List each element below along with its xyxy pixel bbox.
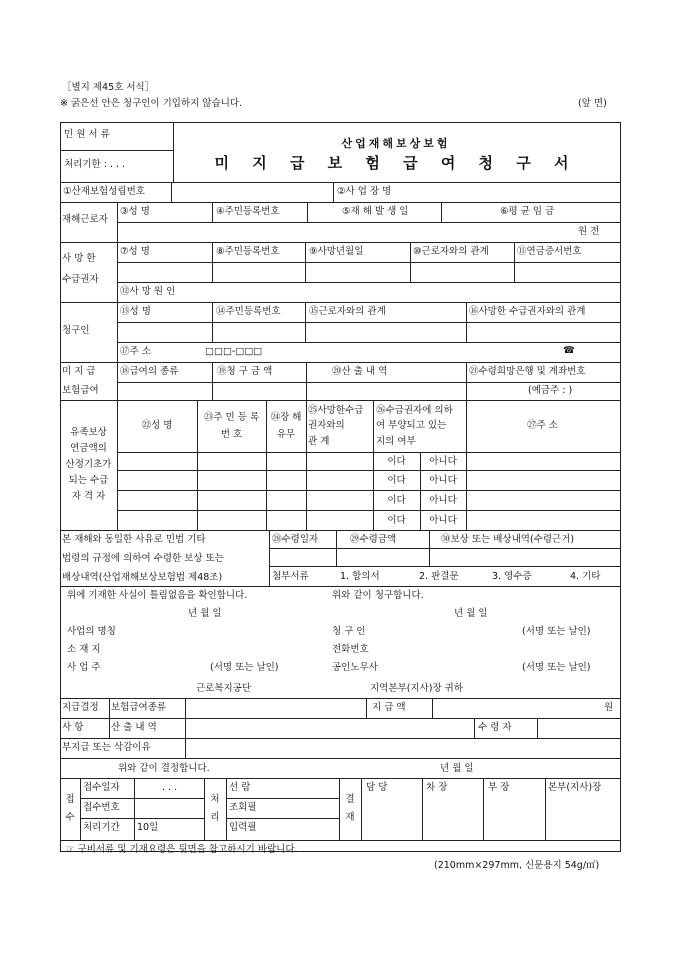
survivor-disability-header-1: ㉔장 해	[270, 412, 302, 423]
option-no[interactable]: 아니다	[429, 456, 457, 467]
approval-label-1: 결	[345, 794, 355, 805]
survivor-group-3: 산정기초가	[65, 459, 112, 470]
death-date-label: ⑨사망년월일	[309, 246, 364, 257]
deceased-rrn-label: ⑧주민등록번호	[216, 246, 280, 257]
decision-group-2: 사 항	[62, 722, 84, 733]
compensation-text-3: 배상내역(산업재해보상보험법 제48조)	[62, 572, 223, 583]
attachment-4: 4. 기타	[570, 571, 601, 582]
option-yes[interactable]: 이다	[387, 515, 406, 526]
paid-amount-unit: 원	[604, 702, 614, 713]
survivor-group-4: 되는 수급	[68, 475, 109, 486]
deceased-group-label-1: 사 망 한	[62, 253, 96, 264]
review-label: 선 람	[229, 782, 251, 793]
processing-period-value: 10일	[137, 822, 159, 833]
approver-staff: 담 당	[366, 782, 388, 793]
business-location-label: 소 재 지	[67, 644, 101, 655]
approver-head: 본부(지사)장	[548, 782, 602, 793]
death-cause-label: ⑫사 망 원 인	[120, 286, 176, 297]
decision-calc-label: 산 출 내 역	[111, 722, 157, 733]
receiver-label: 수 령 자	[478, 722, 512, 733]
survivor-rrn-header-2: 번 호	[220, 429, 243, 440]
calc-detail-label: ⑳산 출 내 역	[332, 366, 388, 377]
business-name-label: 사업의 명칭	[67, 626, 116, 637]
option-no[interactable]: 아니다	[429, 475, 457, 486]
approver-deputy: 차 장	[426, 782, 448, 793]
account-holder-label: (예금주 : )	[528, 385, 573, 396]
confirm-date: 년 월 일	[188, 608, 222, 619]
worker-name-label: ③성 명	[120, 206, 150, 217]
form-subtitle: 산업재해보상보험	[341, 137, 451, 150]
agency-name: 근로복지공단	[196, 683, 252, 694]
reg-number-label: ①산재보험성립번호	[63, 186, 145, 197]
branch-addressee: 지역본부(지사)장 귀하	[370, 683, 464, 694]
decision-benefit-type: 보험급여종류	[111, 702, 167, 713]
annex-label: ［별지 제45호 서식］	[62, 82, 155, 93]
footer-note: ☞ 구비서류 및 기재요령은 뒷면을 참고하시기 바랍니다.	[66, 844, 298, 855]
bank-account-label: ㉑수령희망은행 및 계좌번호	[469, 366, 586, 377]
pension-no-label: ⑪연금증서번호	[517, 246, 582, 257]
receipt-number-label: 접수번호	[83, 802, 120, 813]
claimant-name-label: ⑬성 명	[120, 306, 151, 317]
owner-label: 사 업 주	[67, 662, 101, 673]
compensation-text-1: 본 재해와 동일한 사유로 민법 기타	[62, 534, 206, 545]
doc-type: 민 원 서 류	[64, 129, 110, 140]
page-side: (앞 면)	[578, 98, 607, 109]
phone-label: 전화번호	[332, 644, 369, 655]
deceased-name-label: ⑦성 명	[120, 246, 150, 257]
accident-date-label: ⑤재 해 발 생 일	[342, 206, 409, 217]
postal-code-field[interactable]: □□□-□□□	[205, 346, 263, 357]
attachments-label: 첨부서류	[272, 571, 309, 582]
claimant-sign-label: 청 구 인	[332, 626, 366, 637]
paper-spec: (210mm×297mm, 신문용지 54g/㎡)	[434, 860, 600, 871]
form-title: 미 지 급 보 험 급 여 청 구 서	[214, 154, 578, 172]
owner-sign-label: (서명 또는 날인)	[210, 662, 279, 673]
confirm-text: 위에 기재한 사실이 틀림없음을 확인합니다.	[67, 590, 248, 601]
receipt-date-label: 접수일자	[83, 782, 120, 793]
claimant-rrn-label: ⑭주민등록번호	[216, 306, 281, 317]
process-label-2: 리	[210, 812, 220, 823]
processing-period-label: 처리기간	[83, 822, 120, 833]
claimant-group-label: 청구인	[62, 325, 90, 336]
attachment-2: 2. 판결문	[419, 571, 459, 582]
survivor-relation-header-3: 관 계	[308, 436, 330, 447]
claim-date: 년 월 일	[454, 608, 488, 619]
compensation-detail-label: ㉚보상 또는 배상내역(수령근거)	[441, 534, 575, 545]
attorney-sign-hint: (서명 또는 날인)	[522, 662, 591, 673]
receipt-amount-label: ㉙수령금액	[350, 534, 397, 545]
claimant-sign-hint: (서명 또는 날인)	[522, 626, 591, 637]
survivor-dependent-header-3: 지의 여부	[376, 436, 416, 447]
option-no[interactable]: 아니다	[429, 495, 457, 506]
receipt-label-1: 접	[65, 794, 75, 805]
phone-icon: ☎	[563, 345, 575, 356]
decision-text: 위와 같이 결정합니다.	[118, 763, 210, 774]
survivor-disability-header-2: 유무	[276, 429, 296, 440]
receipt-date-value: . . .	[162, 782, 178, 793]
claim-text: 위와 같이 청구합니다.	[332, 590, 424, 601]
option-yes[interactable]: 이다	[387, 456, 406, 467]
survivor-group-1: 유족보상	[70, 427, 107, 438]
benefit-group-label-2: 보험급여	[62, 385, 99, 396]
deadline: 처리기한 : . . .	[64, 159, 126, 170]
option-yes[interactable]: 이다	[387, 495, 406, 506]
worker-group-label: 재해근로자	[62, 214, 108, 225]
attachment-1: 1. 합의서	[340, 571, 380, 582]
worker-rrn-label: ④주민등록번호	[216, 206, 280, 217]
receipt-date-label: ㉘수령일자	[272, 534, 319, 545]
survivor-dependent-header-2: 여 부양되고 있는	[376, 420, 447, 431]
workplace-name-label: ②사 업 장 명	[337, 186, 392, 197]
input-done-label: 입력필	[229, 822, 257, 833]
paid-amount-label: 지 급 액	[372, 702, 406, 713]
claimant-worker-relation-label: ⑮근로자와의 관계	[309, 306, 386, 317]
decision-group-1: 지급결정	[62, 702, 99, 713]
survivor-name-header: ㉒성 명	[141, 420, 173, 431]
benefit-group-label-1: 미 지 급	[62, 366, 96, 377]
approval-label-2: 재	[345, 812, 355, 823]
survivor-relation-header-1: ㉕사망한수급	[308, 405, 364, 416]
wage-unit: 원 전	[578, 226, 600, 237]
survivor-rrn-header-1: ㉓주 민 등 록	[203, 412, 260, 423]
compensation-text-2: 법령의 규정에 의하여 수령한 보상 또는	[62, 553, 224, 564]
inquiry-done-label: 조회필	[229, 802, 257, 813]
attachment-3: 3. 영수증	[492, 571, 532, 582]
survivor-dependent-header-1: ㉖수급권자에 의하	[376, 405, 453, 416]
survivor-address-header: ㉗주 소	[527, 420, 558, 431]
decision-date: 년 월 일	[440, 763, 474, 774]
receipt-label-2: 수	[65, 812, 75, 823]
denial-reason-label: 부지급 또는 삭감이유	[62, 742, 151, 753]
survivor-relation-header-2: 권자와의	[308, 420, 345, 431]
relation-label: ⑩근로자와의 관계	[413, 246, 489, 257]
process-label-1: 처	[210, 794, 220, 805]
labor-attorney-label: 공인노무사	[332, 662, 378, 673]
note-text: ※ 굵은선 안은 청구인이 기입하지 않습니다.	[60, 98, 243, 109]
option-yes[interactable]: 이다	[387, 475, 406, 486]
claimant-deceased-relation-label: ⑯사망한 수급권자와의 관계	[469, 306, 586, 317]
survivor-group-2: 연금액의	[70, 443, 107, 454]
benefit-type-label: ⑱급여의 종류	[120, 366, 179, 377]
deceased-group-label-2: 수급권자	[62, 274, 99, 285]
claimant-address-label: ⑰주 소	[120, 346, 151, 357]
option-no[interactable]: 아니다	[429, 515, 457, 526]
claim-amount-label: ⑲청 구 금 액	[217, 366, 273, 377]
survivor-group-5: 자 격 자	[71, 491, 106, 502]
approver-manager: 부 장	[488, 782, 510, 793]
avg-wage-label: ⑥평 균 임 금	[500, 206, 555, 217]
